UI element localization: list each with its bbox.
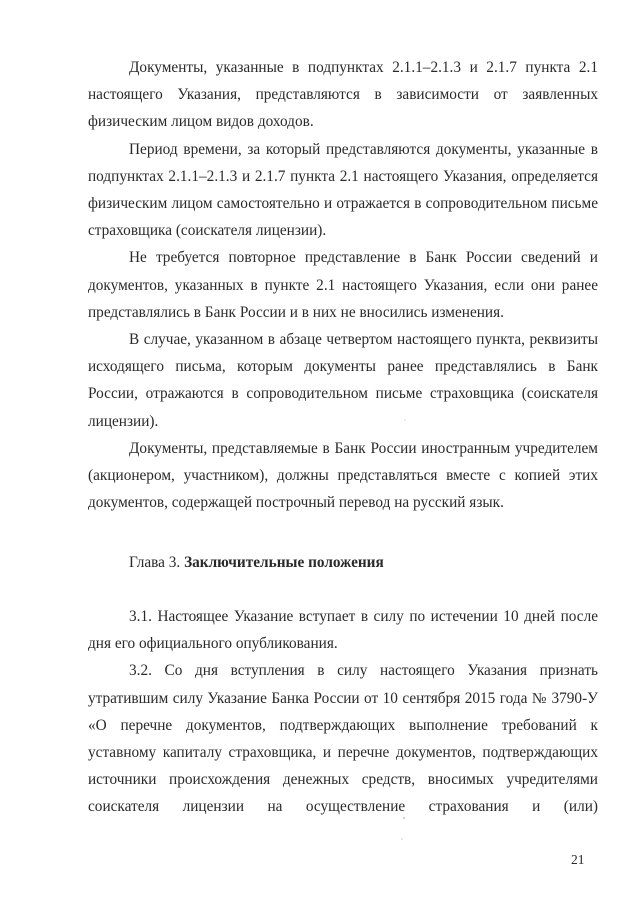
paragraph: Документы, представляемые в Банк России иностранным учредителем (акционером, участником), должны представляться вместе с копией этих документов, содержащей построчный перевод на русский язык.: [88, 439, 598, 512]
chapter-number: Глава 3.: [129, 554, 185, 571]
page-number: 21: [571, 852, 585, 867]
paragraph: 3.1. Настоящее Указание вступает в силу по истечении 10 дней после дня его официального опубликования.: [88, 608, 598, 653]
paragraph: Период времени, за который представляются документы, указанные в подпунктах 2.1.1–2.1.3 и 2.1.7 пункта 2.1 настоящего Указания, определяется физическим лицом самостоятельно и отражается в сопроводительном письме страховщика (соискателя лицензии).: [88, 140, 598, 240]
paragraph: Не требуется повторное представление в Банк России сведений и документов, указанных в пункте 2.1 настоящего Указания, если они ранее представлялись в Банк России и в них не вносились изменения.: [88, 249, 598, 321]
paragraph: Документы, указанные в подпунктах 2.1.1–2.1.3 и 2.1.7 пункта 2.1 настоящего Указания, представляются в зависимости от заявленных физическим лицом видов доходов.: [88, 59, 598, 131]
chapter-title: Заключительные положения: [184, 554, 384, 571]
paragraph: 3.2. Со дня вступления в силу настоящего Указания признать утратившим силу Указание Банка России от 10 сентября 2015 года № 3790-У «О перечне документов, подтверждающих выполнение требований к уставному капиталу страховщика, и перечне документов, подтверждающих источники происхождения денежных средств, вносимых учредителями соискателя лицензии на осуществление страхования и (или): [88, 662, 598, 816]
paragraph: В случае, указанном в абзаце четвертом настоящего пункта, реквизиты исходящего письма, которым документы ранее представлялись в Банк России, отражаются в сопроводительном письме страховщика (соискателя лицензии).: [88, 331, 598, 430]
